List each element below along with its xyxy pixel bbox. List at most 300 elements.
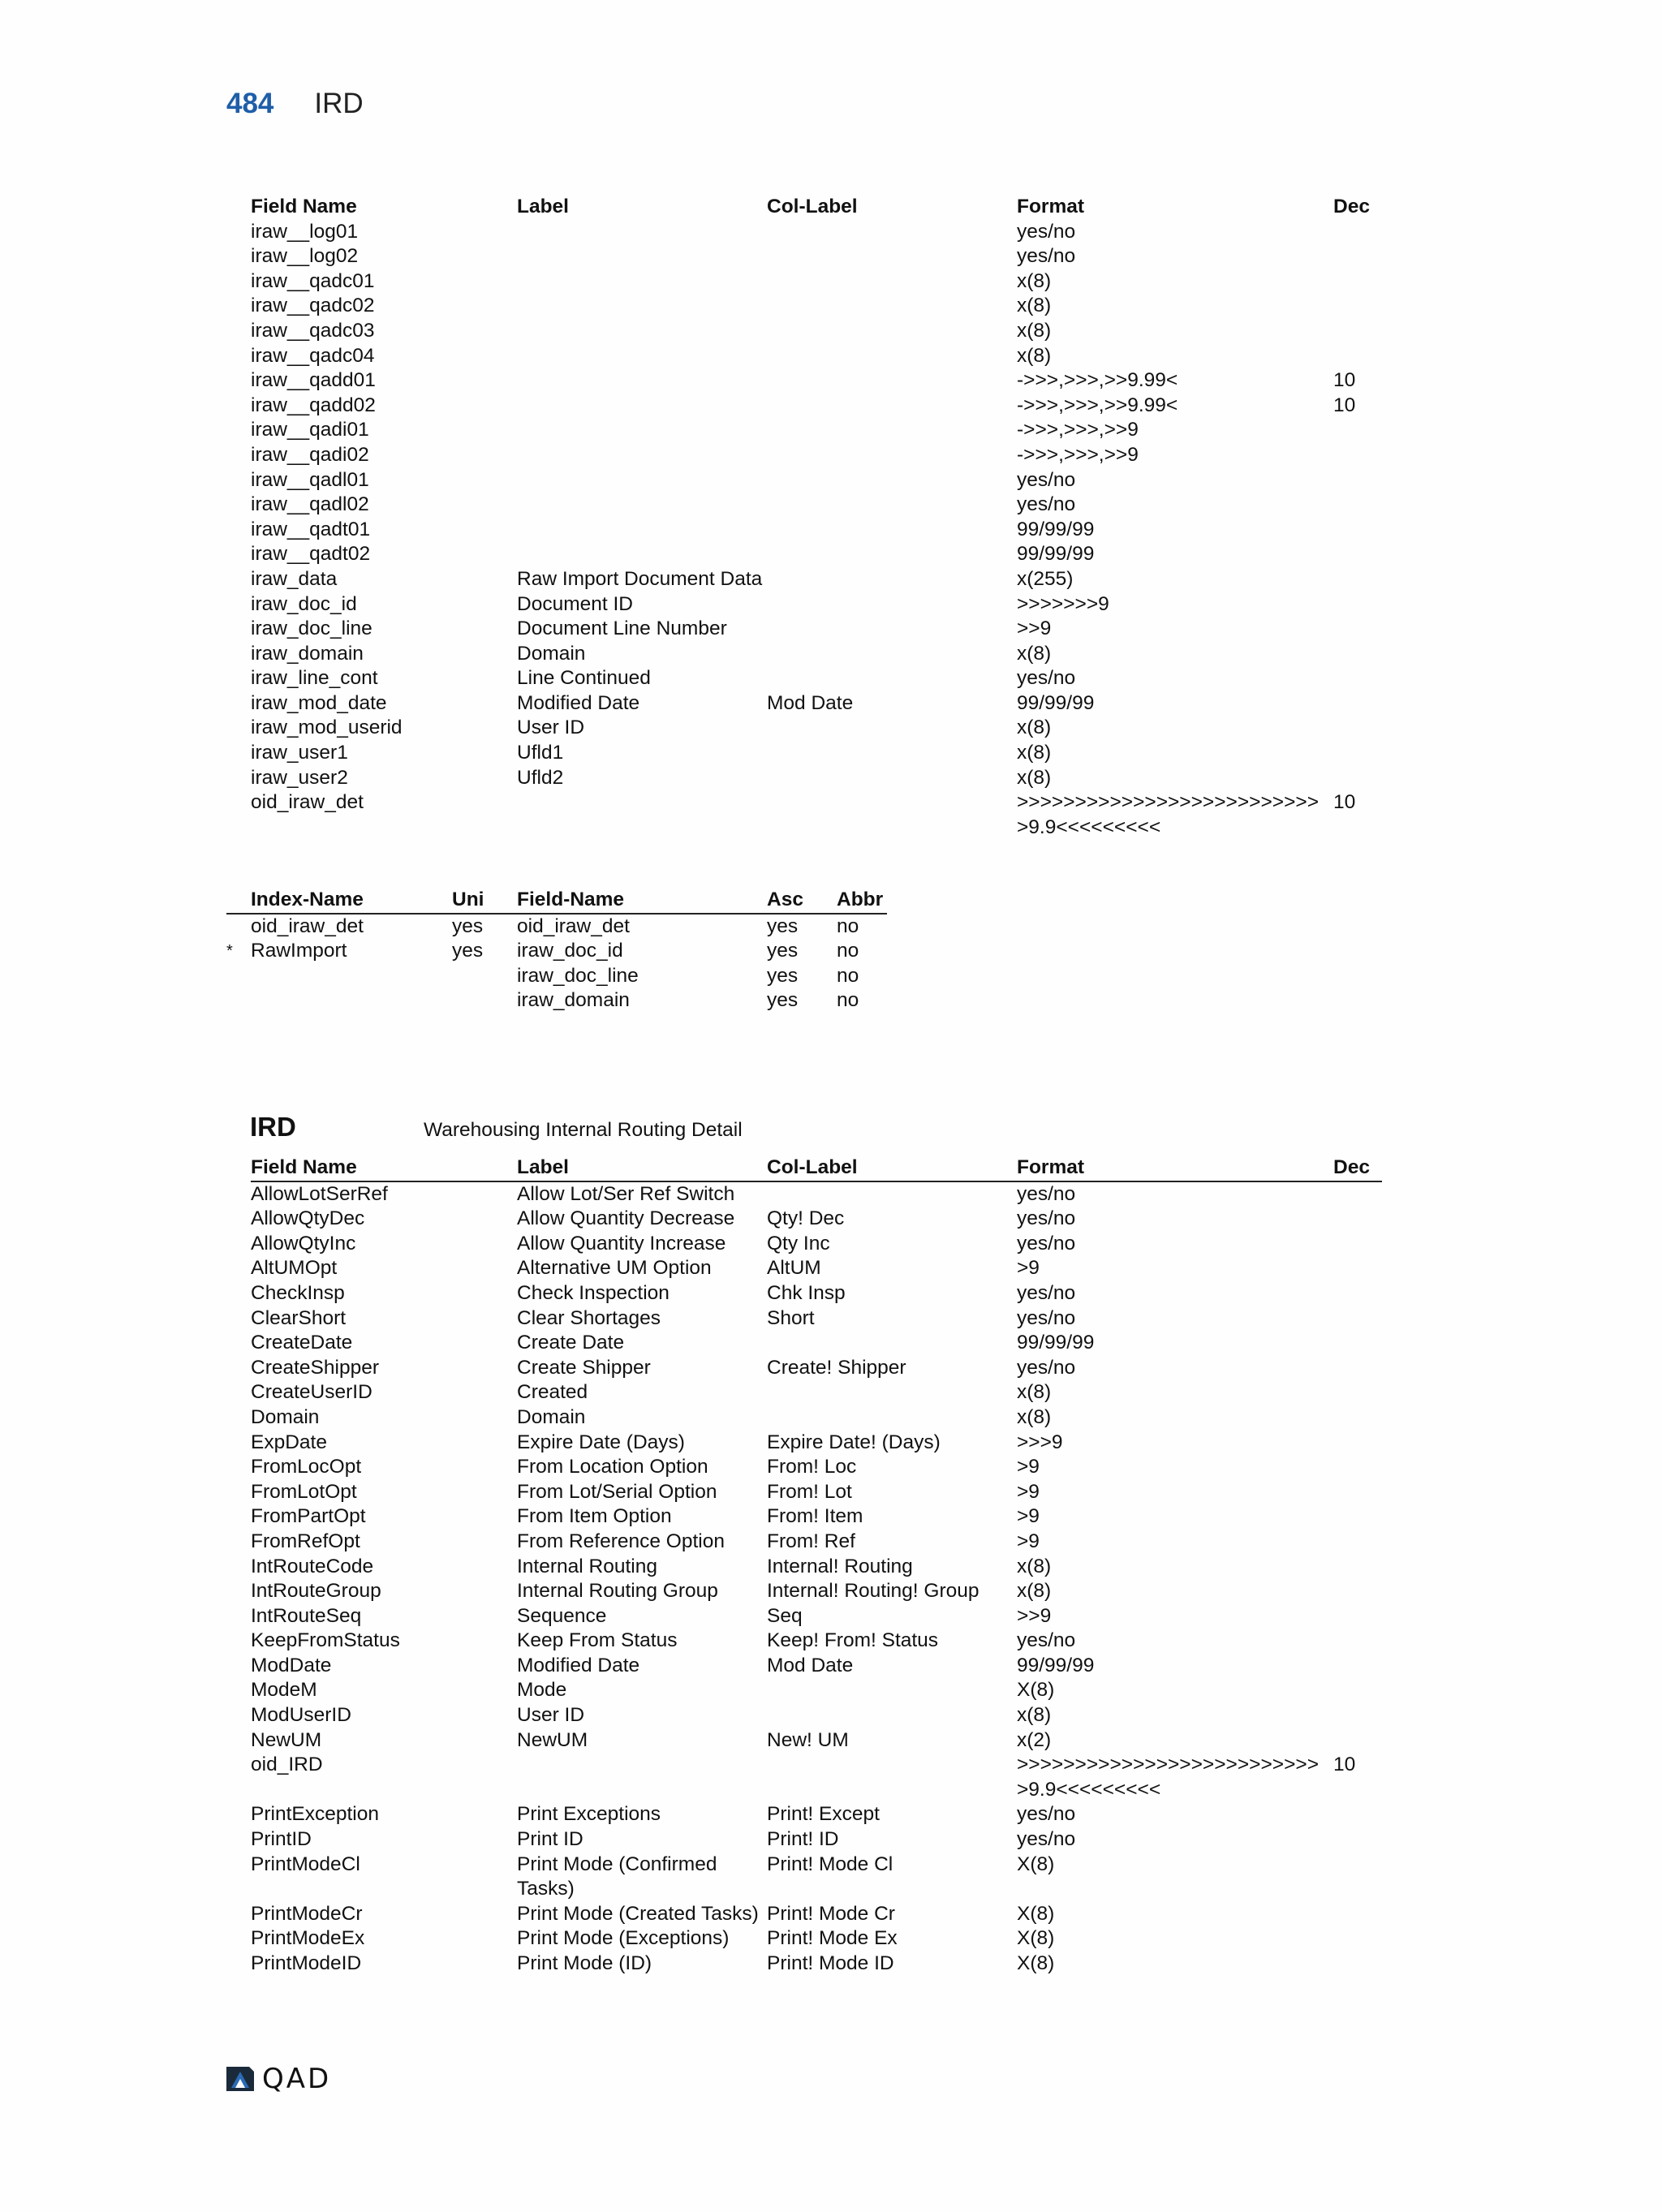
col-header-label: Label: [517, 1155, 767, 1181]
label-cell: From Item Option: [517, 1505, 672, 1528]
label-cell: [517, 244, 767, 269]
dec-cell: [1333, 716, 1382, 741]
dec-cell: [1333, 1802, 1382, 1827]
dec-cell: [1333, 567, 1382, 592]
field-name-cell: PrintModeCl: [251, 1853, 360, 1875]
table-row: [226, 642, 1382, 667]
label-cell: Print Exceptions: [517, 1803, 661, 1826]
field-table-ird: [226, 1155, 1382, 1977]
col-header-abbr: Abbr: [837, 888, 887, 914]
col-label-cell: [767, 443, 1017, 468]
format-cell: x(8): [1017, 319, 1052, 342]
col-header-field-name: Field-Name: [517, 888, 767, 914]
field-name-cell: ExpDate: [251, 1431, 327, 1453]
field-name-cell: NewUM: [251, 1728, 322, 1751]
label-cell: Document Line Number: [517, 618, 727, 640]
col-label-cell: From! Lot: [767, 1480, 852, 1503]
field-name-cell: iraw_user2: [251, 766, 348, 789]
dec-cell: [1333, 741, 1382, 766]
field-name-cell: ClearShort: [251, 1306, 347, 1329]
chapter-title: IRD: [314, 88, 364, 119]
label-cell: [517, 294, 767, 319]
table-body: [226, 220, 1382, 841]
section-title: [250, 1112, 743, 1143]
format-cell: yes/no: [1017, 1232, 1076, 1254]
col-label-cell: From! Item: [767, 1505, 863, 1528]
field-name-cell: CheckInsp: [251, 1281, 345, 1304]
section-code: IRD: [250, 1112, 296, 1142]
table-row: [226, 939, 887, 964]
table-row: [226, 294, 1382, 319]
format-cell: X(8): [1017, 1853, 1055, 1875]
dec-cell: [1333, 1256, 1382, 1281]
format-cell: >9: [1017, 1505, 1040, 1528]
format-cell: ->>>,>>>,>>9.99<: [1017, 369, 1178, 392]
label-cell: Keep From Status: [517, 1629, 678, 1652]
table-row: [226, 1654, 1382, 1679]
format-cell: yes/no: [1017, 1306, 1076, 1329]
format-cell: 99/99/99: [1017, 691, 1095, 714]
label-cell: Line Continued: [517, 667, 651, 690]
col-label-cell: [767, 269, 1017, 295]
row-marker: [226, 542, 251, 567]
table-row: [226, 766, 1382, 791]
field-name-cell: iraw_domain: [251, 642, 364, 665]
row-marker: [226, 691, 251, 717]
format-cell: x(8): [1017, 1580, 1052, 1603]
index-name-cell: [251, 988, 452, 1013]
qad-logo-icon: [225, 2065, 256, 2093]
field-name-cell: iraw__qadt01: [251, 518, 371, 540]
label-cell: Print ID: [517, 1828, 583, 1851]
row-marker: [226, 443, 251, 468]
uni-cell: [452, 988, 517, 1013]
label-cell: [517, 368, 767, 394]
field-name-cell: AllowLotSerRef: [251, 1182, 388, 1205]
field-name-cell: PrintModeEx: [251, 1927, 365, 1950]
row-marker: [226, 1504, 251, 1530]
col-label-cell: [767, 617, 1017, 642]
table-row: [226, 1232, 1382, 1257]
label-cell: Raw Import Document Data: [517, 567, 763, 590]
dec-cell: [1333, 1952, 1382, 1977]
label-cell: Allow Quantity Increase: [517, 1232, 726, 1254]
format-cell: >>>9: [1017, 1431, 1063, 1453]
label-cell: Internal Routing: [517, 1555, 657, 1577]
row-marker: [226, 1530, 251, 1555]
col-label-cell: [767, 394, 1017, 419]
row-marker: [226, 269, 251, 295]
table-row: [226, 1356, 1382, 1381]
field-name-cell: iraw__qadc03: [251, 319, 375, 342]
row-marker: [226, 1654, 251, 1679]
table-row: [226, 1181, 1382, 1207]
col-header-col-label: Col-Label: [767, 196, 858, 217]
col-label-cell: [767, 642, 1017, 667]
dec-cell: [1333, 518, 1382, 543]
label-cell: User ID: [517, 1704, 585, 1727]
dec-cell: [1333, 1207, 1382, 1232]
format-cell: yes/no: [1017, 1629, 1076, 1652]
row-marker: [226, 368, 251, 394]
col-label-cell: [767, 542, 1017, 567]
format-cell: x(8): [1017, 1704, 1052, 1727]
dec-cell: [1333, 766, 1382, 791]
format-cell: 99/99/99: [1017, 543, 1095, 566]
page-header: [226, 88, 364, 120]
dec-cell: [1333, 1902, 1382, 1927]
abbr-cell: no: [837, 989, 859, 1012]
label-cell: [517, 443, 767, 468]
table-row: [226, 220, 1382, 245]
format-cell: 99/99/99: [1017, 1654, 1095, 1676]
col-label-cell: Print! Mode Ex: [767, 1927, 898, 1950]
col-label-cell: [767, 493, 1017, 518]
primary-index-marker: [226, 988, 251, 1013]
col-header-uni: Uni: [452, 888, 517, 914]
format-cell: X(8): [1017, 1952, 1055, 1974]
format-cell: ->>>,>>>,>>9: [1017, 443, 1139, 466]
row-marker: [226, 1952, 251, 1977]
row-marker: [226, 1356, 251, 1381]
index-table: [226, 888, 887, 1013]
row-marker: [226, 1555, 251, 1580]
field-name-cell: FromPartOpt: [251, 1505, 366, 1528]
row-marker: [226, 617, 251, 642]
dec-cell: [1333, 493, 1382, 518]
format-cell: >9: [1017, 1456, 1040, 1478]
table-row: [226, 716, 1382, 741]
col-label-cell: [767, 244, 1017, 269]
col-label-cell: Print! Mode Cr: [767, 1902, 895, 1925]
table-row: [226, 1431, 1382, 1456]
col-label-cell: [767, 368, 1017, 394]
table-row: [226, 741, 1382, 766]
format-cell: yes/no: [1017, 1281, 1076, 1304]
table-row: [226, 988, 887, 1013]
field-name-cell: Domain: [251, 1405, 320, 1428]
col-label-cell: [767, 790, 1017, 840]
field-name-cell: PrintException: [251, 1803, 379, 1826]
row-marker: [226, 344, 251, 369]
label-cell: Document ID: [517, 592, 633, 615]
field-name-cell: AllowQtyInc: [251, 1232, 356, 1254]
dec-cell: [1333, 1331, 1382, 1356]
field-name-cell: iraw__qadl01: [251, 468, 369, 491]
format-cell: yes/no: [1017, 220, 1076, 243]
label-cell: From Lot/Serial Option: [517, 1480, 717, 1503]
label-cell: Modified Date: [517, 691, 640, 714]
table-row: [226, 1604, 1382, 1629]
label-cell: Create Shipper: [517, 1356, 651, 1379]
col-header-field-name: Field Name: [251, 1155, 517, 1181]
row-marker: [226, 741, 251, 766]
dec-cell: [1333, 344, 1382, 369]
field-name-cell: iraw_mod_date: [251, 691, 387, 714]
label-cell: Clear Shortages: [517, 1306, 661, 1329]
col-label-cell: [767, 294, 1017, 319]
col-label-cell: [767, 344, 1017, 369]
dec-cell: [1333, 294, 1382, 319]
dec-cell: [1333, 666, 1382, 691]
table-row: [226, 368, 1382, 394]
label-cell: Alternative UM Option: [517, 1257, 712, 1280]
dec-cell: [1333, 1232, 1382, 1257]
table-row: [226, 542, 1382, 567]
dec-cell: [1333, 542, 1382, 567]
field-name-cell: IntRouteGroup: [251, 1580, 381, 1603]
table-row: [226, 1902, 1382, 1927]
logo-text: QAD: [262, 2063, 332, 2095]
label-cell: [517, 518, 767, 543]
table-row: [226, 1678, 1382, 1703]
table-row: [226, 1827, 1382, 1853]
col-header-dec: Dec: [1333, 1155, 1382, 1181]
abbr-cell: no: [837, 914, 859, 937]
label-cell: [517, 269, 767, 295]
table-row: [226, 493, 1382, 518]
row-marker: [226, 1678, 251, 1703]
row-marker: [226, 493, 251, 518]
col-label-cell: From! Ref: [767, 1530, 855, 1552]
field-name-cell: FromLocOpt: [251, 1456, 362, 1478]
table-row: [226, 1802, 1382, 1827]
row-marker: [226, 1207, 251, 1232]
col-label-cell: From! Loc: [767, 1456, 857, 1478]
row-marker: [226, 220, 251, 245]
col-label-cell: Internal! Routing! Group: [767, 1580, 980, 1603]
dec-cell: [1333, 1579, 1382, 1604]
table-row: [226, 1380, 1382, 1405]
field-name-cell: CreateShipper: [251, 1356, 379, 1379]
dec-cell: [1333, 1555, 1382, 1580]
primary-index-marker: [226, 914, 251, 940]
row-marker: [226, 1902, 251, 1927]
col-label-cell: [767, 418, 1017, 443]
asc-cell: yes: [767, 940, 799, 962]
format-text: >>>>>>>>>>>>>>>>>>>>>>>>>>>9.9<<<<<<<<<: [1017, 791, 1319, 838]
table-row: [226, 1952, 1382, 1977]
field-name-cell: PrintModeCr: [251, 1902, 363, 1925]
label-cell: Domain: [517, 642, 586, 665]
dec-cell: [1333, 1380, 1382, 1405]
dec-cell: [1333, 1703, 1382, 1728]
asc-cell: yes: [767, 989, 799, 1012]
page-number: 484: [226, 88, 274, 119]
dec-cell: [1333, 220, 1382, 245]
row-marker: [226, 1331, 251, 1356]
row-marker: [226, 418, 251, 443]
dec-cell: [1333, 1504, 1382, 1530]
label-cell: Mode: [517, 1679, 567, 1702]
table-body: [226, 914, 887, 1013]
format-cell: x(255): [1017, 567, 1074, 590]
col-label-cell: Keep! From! Status: [767, 1629, 939, 1652]
row-marker: [226, 1853, 251, 1902]
row-marker: [226, 1629, 251, 1654]
format-cell: x(8): [1017, 295, 1052, 317]
table-body: [226, 1181, 1382, 1977]
format-cell: X(8): [1017, 1902, 1055, 1925]
format-cell: yes/no: [1017, 245, 1076, 268]
row-marker: [226, 1281, 251, 1306]
dec-cell: 10: [1333, 394, 1356, 416]
marker-column: [226, 888, 251, 914]
table-row: [226, 617, 1382, 642]
format-cell: ->>>,>>>,>>9: [1017, 419, 1139, 441]
field-name-cell: KeepFromStatus: [251, 1629, 400, 1652]
row-marker: [226, 790, 251, 840]
format-cell: yes/no: [1017, 667, 1076, 690]
dec-cell: [1333, 418, 1382, 443]
col-label-cell: [767, 741, 1017, 766]
label-cell: Modified Date: [517, 1654, 640, 1676]
dec-cell: [1333, 1405, 1382, 1431]
label-cell: Expire Date (Days): [517, 1431, 685, 1453]
field-name-cell: iraw_domain: [517, 989, 630, 1012]
uni-cell: [452, 964, 517, 989]
label-cell: [517, 220, 767, 245]
field-name-cell: iraw__qadc04: [251, 344, 375, 367]
table-row: [226, 1306, 1382, 1332]
field-name-cell: iraw_doc_id: [517, 940, 623, 962]
dec-cell: [1333, 1455, 1382, 1480]
dec-cell: [1333, 592, 1382, 618]
format-cell: [1017, 1753, 1333, 1802]
row-marker: [226, 1604, 251, 1629]
label-cell: Print Mode (Exceptions): [517, 1927, 730, 1950]
dec-cell: [1333, 1181, 1382, 1207]
row-marker: [226, 1703, 251, 1728]
field-name-cell: iraw__qadl02: [251, 493, 369, 516]
uni-cell: yes: [452, 914, 484, 937]
label-cell: Ufld2: [517, 766, 564, 789]
table-row: [226, 1728, 1382, 1754]
col-label-cell: Chk Insp: [767, 1281, 846, 1304]
table-row: [226, 1480, 1382, 1505]
field-name-cell: iraw_line_cont: [251, 667, 378, 690]
col-header-col-label: Col-Label: [767, 1155, 1017, 1181]
format-cell: x(8): [1017, 766, 1052, 789]
dec-cell: [1333, 244, 1382, 269]
label-cell: NewUM: [517, 1728, 588, 1751]
col-header-asc: Asc: [767, 888, 837, 914]
col-label-cell: Internal! Routing: [767, 1555, 913, 1577]
col-header-format: Format: [1017, 196, 1085, 217]
uni-cell: yes: [452, 940, 484, 962]
col-label-cell: [767, 1703, 1017, 1728]
table-header-row: [226, 1155, 1382, 1181]
dec-cell: [1333, 1306, 1382, 1332]
field-name-cell: iraw__qadi02: [251, 443, 369, 466]
field-name-cell: ModDate: [251, 1654, 332, 1676]
format-cell: yes/no: [1017, 468, 1076, 491]
format-cell: x(2): [1017, 1728, 1052, 1751]
table-row: [226, 666, 1382, 691]
field-name-cell: FromLotOpt: [251, 1480, 357, 1503]
asc-cell: yes: [767, 914, 799, 937]
col-label-cell: Mod Date: [767, 691, 854, 714]
table-row: [226, 1504, 1382, 1530]
col-label-cell: Create! Shipper: [767, 1356, 906, 1379]
format-cell: 99/99/99: [1017, 1332, 1095, 1354]
field-name-cell: iraw_doc_line: [251, 618, 372, 640]
col-label-cell: AltUM: [767, 1257, 821, 1280]
field-name-cell: iraw_data: [251, 567, 338, 590]
label-cell: Allow Lot/Ser Ref Switch: [517, 1182, 735, 1205]
field-name-cell: IntRouteSeq: [251, 1604, 362, 1627]
row-marker: [226, 1480, 251, 1505]
label-cell: User ID: [517, 717, 585, 739]
field-name-cell: CreateDate: [251, 1332, 353, 1354]
format-cell: x(8): [1017, 1405, 1052, 1428]
col-label-cell: [767, 1405, 1017, 1431]
table-row: [226, 914, 887, 940]
row-marker: [226, 319, 251, 344]
row-marker: [226, 766, 251, 791]
format-cell: x(8): [1017, 1555, 1052, 1577]
col-label-cell: [767, 1380, 1017, 1405]
col-header-index-name: Index-Name: [251, 888, 452, 914]
row-marker: [226, 1926, 251, 1952]
label-cell: From Reference Option: [517, 1530, 725, 1552]
label-cell: [517, 542, 767, 567]
dec-cell: [1333, 468, 1382, 493]
col-label-cell: [767, 518, 1017, 543]
field-name-cell: oid_iraw_det: [251, 791, 364, 814]
col-label-cell: [767, 468, 1017, 493]
row-marker: [226, 1802, 251, 1827]
label-cell: Print Mode (Confirmed Tasks): [517, 1853, 717, 1900]
dec-cell: [1333, 642, 1382, 667]
format-cell: ->>>,>>>,>>9.99<: [1017, 394, 1178, 416]
label-cell: Created: [517, 1381, 588, 1404]
format-cell: >9: [1017, 1257, 1040, 1280]
label-cell: Print Mode (ID): [517, 1952, 652, 1974]
row-marker: [226, 394, 251, 419]
label-cell: Domain: [517, 1405, 586, 1428]
dec-cell: [1333, 1480, 1382, 1505]
col-label-cell: [767, 567, 1017, 592]
dec-cell: [1333, 1853, 1382, 1902]
dec-cell: [1333, 1827, 1382, 1853]
col-label-cell: [767, 1331, 1017, 1356]
dec-cell: [1333, 269, 1382, 295]
row-marker: [226, 1256, 251, 1281]
format-cell: yes/no: [1017, 1828, 1076, 1851]
format-cell: [1017, 790, 1333, 840]
table-row: [226, 418, 1382, 443]
label-cell: [517, 418, 767, 443]
dec-cell: 10: [1333, 1754, 1356, 1776]
col-label-cell: Print! ID: [767, 1828, 839, 1851]
col-label-cell: Seq: [767, 1604, 803, 1627]
field-name-cell: iraw_mod_userid: [251, 717, 403, 739]
format-cell: x(8): [1017, 1381, 1052, 1404]
table-row: [226, 592, 1382, 618]
abbr-cell: no: [837, 964, 859, 987]
field-name-cell: IntRouteCode: [251, 1555, 374, 1577]
table-row: [226, 443, 1382, 468]
row-marker: [226, 1827, 251, 1853]
col-label-cell: [767, 319, 1017, 344]
format-cell: X(8): [1017, 1927, 1055, 1950]
index-name-cell: [251, 964, 452, 989]
format-cell: yes/no: [1017, 1356, 1076, 1379]
table-row: [226, 1555, 1382, 1580]
dec-cell: [1333, 617, 1382, 642]
marker-column: [226, 195, 251, 220]
